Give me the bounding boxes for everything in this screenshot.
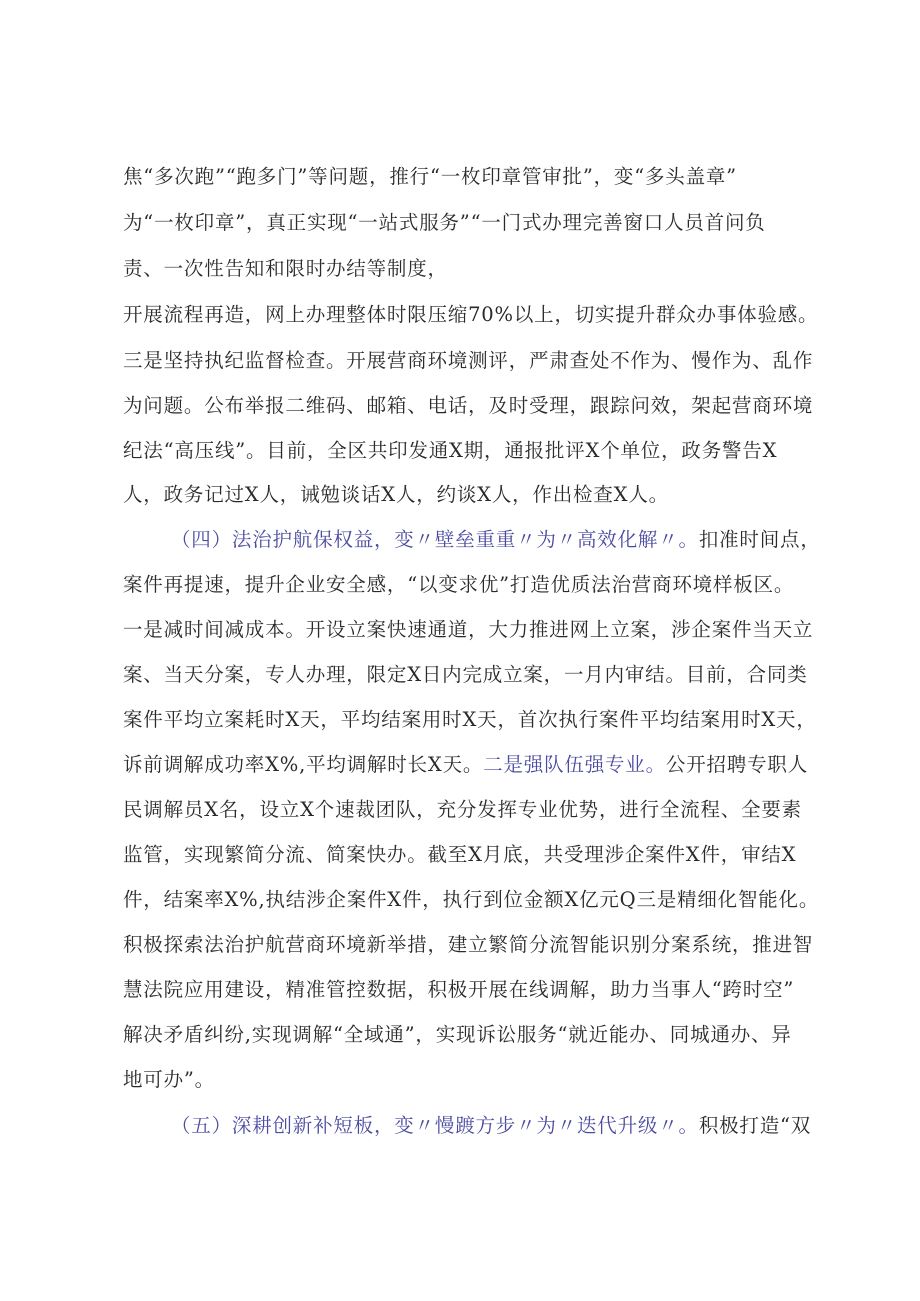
text-line: 纪法“高压线”。目前，全区共印发通X期，通报批评X个单位，政务警告X: [123, 439, 778, 462]
section-five-line: [171, 1111, 811, 1141]
text-line: 慧法院应用建设，精准管控数据，积极开展在线调解，助力当事人“跨时空”: [123, 978, 795, 1001]
text-segment: 扣准时间点，: [698, 528, 821, 551]
text-line: 一是减时间减成本。开设立案快速通道，大力推进网上立案，涉企案件当天立: [123, 618, 814, 641]
text-line: 开展流程再造，网上办理整体时限压缩70%以上，切实提升群众办事体验感。: [123, 303, 819, 326]
text-line: 案、当天分案，专人办理，限定X日内完成立案，一月内审结。目前，合同类: [123, 663, 808, 686]
text-line: 人，政务记过X人，诫勉谈话X人，约谈X人，作出检查X人。: [123, 483, 669, 506]
text-line: 责、一次性告知和限时办结等制度，: [123, 257, 448, 280]
text-line: 积极探索法治护航营商环境新举措，建立繁简分流智能识别分案系统，推进智: [123, 933, 814, 956]
text-line: 为“一枚印章”，真正实现“一站式服务”“一门式办理完善窗口人员首问负: [123, 211, 766, 234]
text-line: 为问题。公布举报二维码、邮箱、电话，及时受理，跟踪问效，架起营商环境: [123, 394, 814, 417]
text-segment: 积极打造“双: [698, 1114, 812, 1137]
sub-heading: 二是强队伍强专业。: [483, 753, 666, 776]
text-segment: 诉前调解成功率X%,平均调解时长X天。: [123, 753, 484, 776]
section-heading: （四）法治护航保权益，变〃壁垒重重〃为〃高效化解〃。: [171, 528, 699, 551]
section-heading: （五）深耕创新补短板，变〃慢踱方步〃为〃迭代升级〃。: [171, 1114, 699, 1137]
text-line: 件，结案率X%,执结涉企案件X件，执行到位金额X亿元Q三是精细化智能化。: [123, 888, 820, 911]
text-line: 案件再提速，提升企业安全感，“以变求优”打造优质法治营商环境样板区。: [123, 573, 795, 596]
text-line: 案件平均立案耗时X天，平均结案用时X天，首次执行案件平均结案用时X天，: [123, 708, 817, 731]
section-four-line: [171, 525, 821, 555]
text-line: 焦“多次跑”“跑多门”等问题，推行“一枚印章管审批”，变“多头盖章”: [123, 165, 737, 188]
text-line: 监管，实现繁简分流、简案快办。截至X月底，共受理涉企案件X件，审结X: [123, 843, 797, 866]
text-line: 地可办”。: [123, 1068, 215, 1091]
text-segment: 公开招聘专职人: [665, 753, 809, 776]
text-line: 民调解员X名，设立X个速裁团队，充分发挥专业优势，进行全流程、全要素: [123, 798, 802, 821]
text-line: 解决矛盾纠纷,实现调解“全域通”，实现诉讼服务“就近能办、同城通办、异: [123, 1023, 792, 1046]
text-line: 三是坚持执纪监督检查。开展营商环境测评，严肃查处不作为、慢作为、乱作: [123, 349, 814, 372]
text-line: [123, 750, 808, 780]
